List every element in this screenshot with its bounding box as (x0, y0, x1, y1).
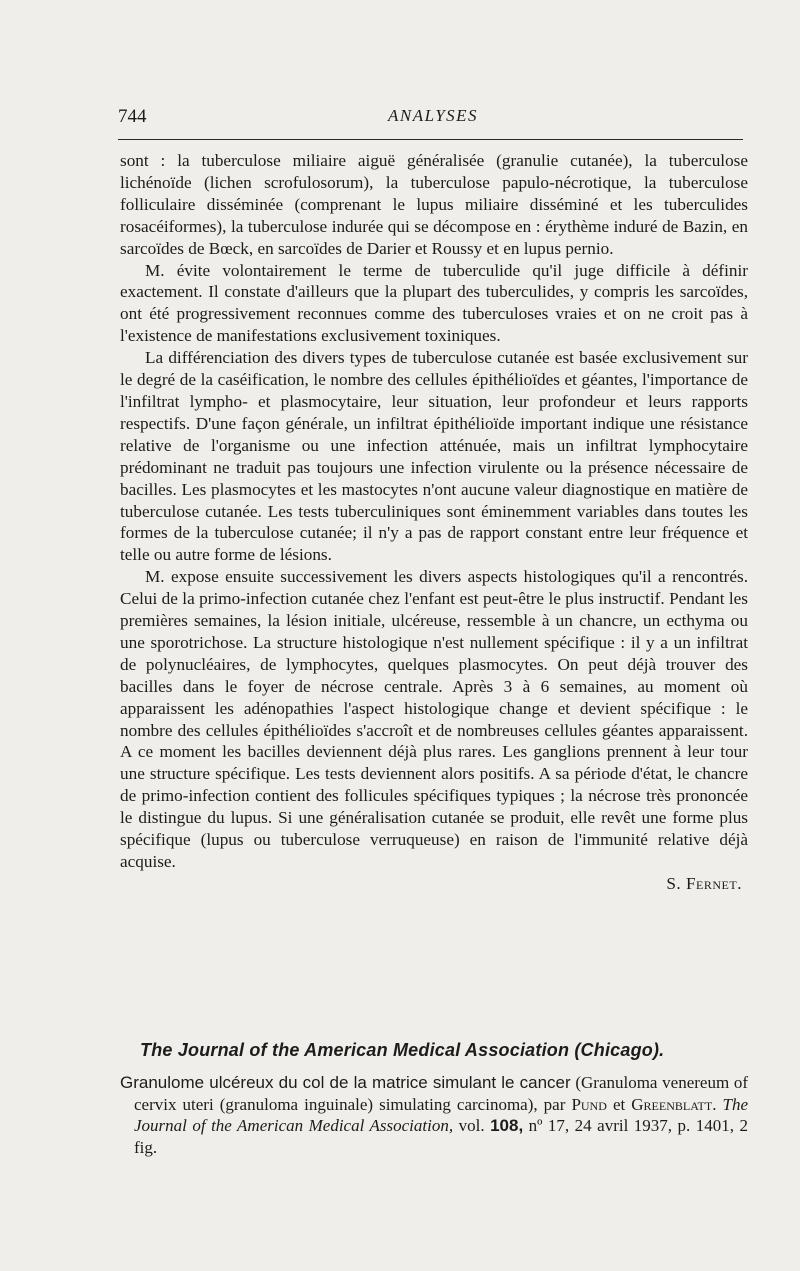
signature-name: S. Fernet. (666, 873, 742, 893)
original-title: (Granuloma venereum of cervix uteri (granuloma inguinale) simulating carcinoma), (134, 1073, 748, 1114)
paragraph: M. expose ensuite successivement les divers aspects histologiques qu'il a rencontrés. Celui de la primo-infection cutanée chez l'enfant est peut-être le plus instructif. Pendant les premières semaines, la lésion initiale, ulcéreuse, ressemble à un chancre, un ecthyma ou une sporotrichose. La structure histologique n'est nullement spécifique : il y a un infiltrat de polynucléaires, de lymphocytes, quelques plasmocytes. On peut déjà trouver des bacilles dans le foyer de nécrose centrale. Après 3 à 6 semaines, au moment où apparaissent les adénopathies l'aspect histologique change et devient spécifique : le nombre des cellules épithélioïdes s'accroît et de nombreuses cellules géantes apparaissent. A ce moment les bacilles deviennent déjà plus rares. Les ganglions prennent à leur tour une structure spécifique. Les tests deviennent alors positifs. A sa période d'état, le chancre de primo-infection contient des follicules spécifiques typiques ; la nécrose très prononcée le distingue du lupus. Si une généralisation cutanée se produit, elle revêt une forme plus spécifique (lupus ou tuberculose verruqueuse) en raison de l'immunité relative déjà acquise. (120, 567, 748, 871)
header-rule (118, 139, 743, 140)
article-body (120, 150, 748, 895)
abstract-entry (120, 1072, 748, 1158)
abstract-title: Granulome ulcéreux du col de la matrice simulant le cancer (120, 1073, 571, 1092)
volume-prefix: vol. (458, 1116, 485, 1135)
page-number: 744 (118, 106, 147, 127)
abstract-citation (120, 1072, 748, 1158)
author-name: Greenblatt. (631, 1094, 717, 1114)
journal-name: The Journal of the American Medical Association, (134, 1094, 748, 1135)
citation-details: nº 17, 24 avril 1937, p. 1401, 2 fig. (134, 1116, 749, 1157)
and-word: et (612, 1094, 626, 1114)
by-word: par (543, 1094, 566, 1114)
running-title: ANALYSES (387, 106, 479, 125)
journal-heading: The Journal of the American Medical Association (Chicago). (140, 1040, 665, 1060)
paragraph: sont : la tuberculose miliaire aiguë généralisée (granulie cutanée), la tuberculose lichénoïde (lichen scrofulosorum), la tuberculose papulo-nécrotique, la tuberculose folliculaire disséminée (comprenant le lupus miliaire disséminé et les tuberculides rosacéiformes), la tuberculose indurée qui se décompose en : érythème induré de Bazin, en sarcoïdes de Bœck, en sarcoïdes de Darier et Roussy et en lupus pernio. (120, 151, 748, 258)
volume-number: 108, (490, 1116, 524, 1135)
paragraph: La différenciation des divers types de tuberculose cutanée est basée exclusivement sur le degré de la caséification, le nombre des cellules épithélioïdes et géantes, l'importance de l'infiltrat lympho- et plasmocytaire, leur situation, leur profondeur et leurs rapports respectifs. D'une façon générale, un infiltrat épithélioïde important indique une résistance relative de l'organisme ou une infection atténuée, mais un infiltrat lymphocytaire prédominant ne traduit pas toujours une infection virulente ou la présence nécessaire de bacilles. Les plasmocytes et les mastocytes n'ont aucune valeur diagnostique en matière de tuberculose cutanée. Les tests tuberculiniques sont éminemment variables dans toutes les formes de la tuberculose cutanée; il n'y a pas de rapport constant entre leur fréquence et telle ou autre forme de lésions. (120, 348, 748, 565)
author-name: Pund (571, 1094, 607, 1114)
paragraph: M. évite volontairement le terme de tuberculide qu'il juge difficile à définir exactement. Il constate d'ailleurs que la plupart des tuberculides, y compris les sarcoïdes, ont été progressivement reconnues comme des tuberculoses vraies et on ne croit pas à l'existence de manifestations exclusivement toxiniques. (120, 260, 748, 346)
page-header (118, 102, 748, 132)
signature (120, 873, 748, 895)
